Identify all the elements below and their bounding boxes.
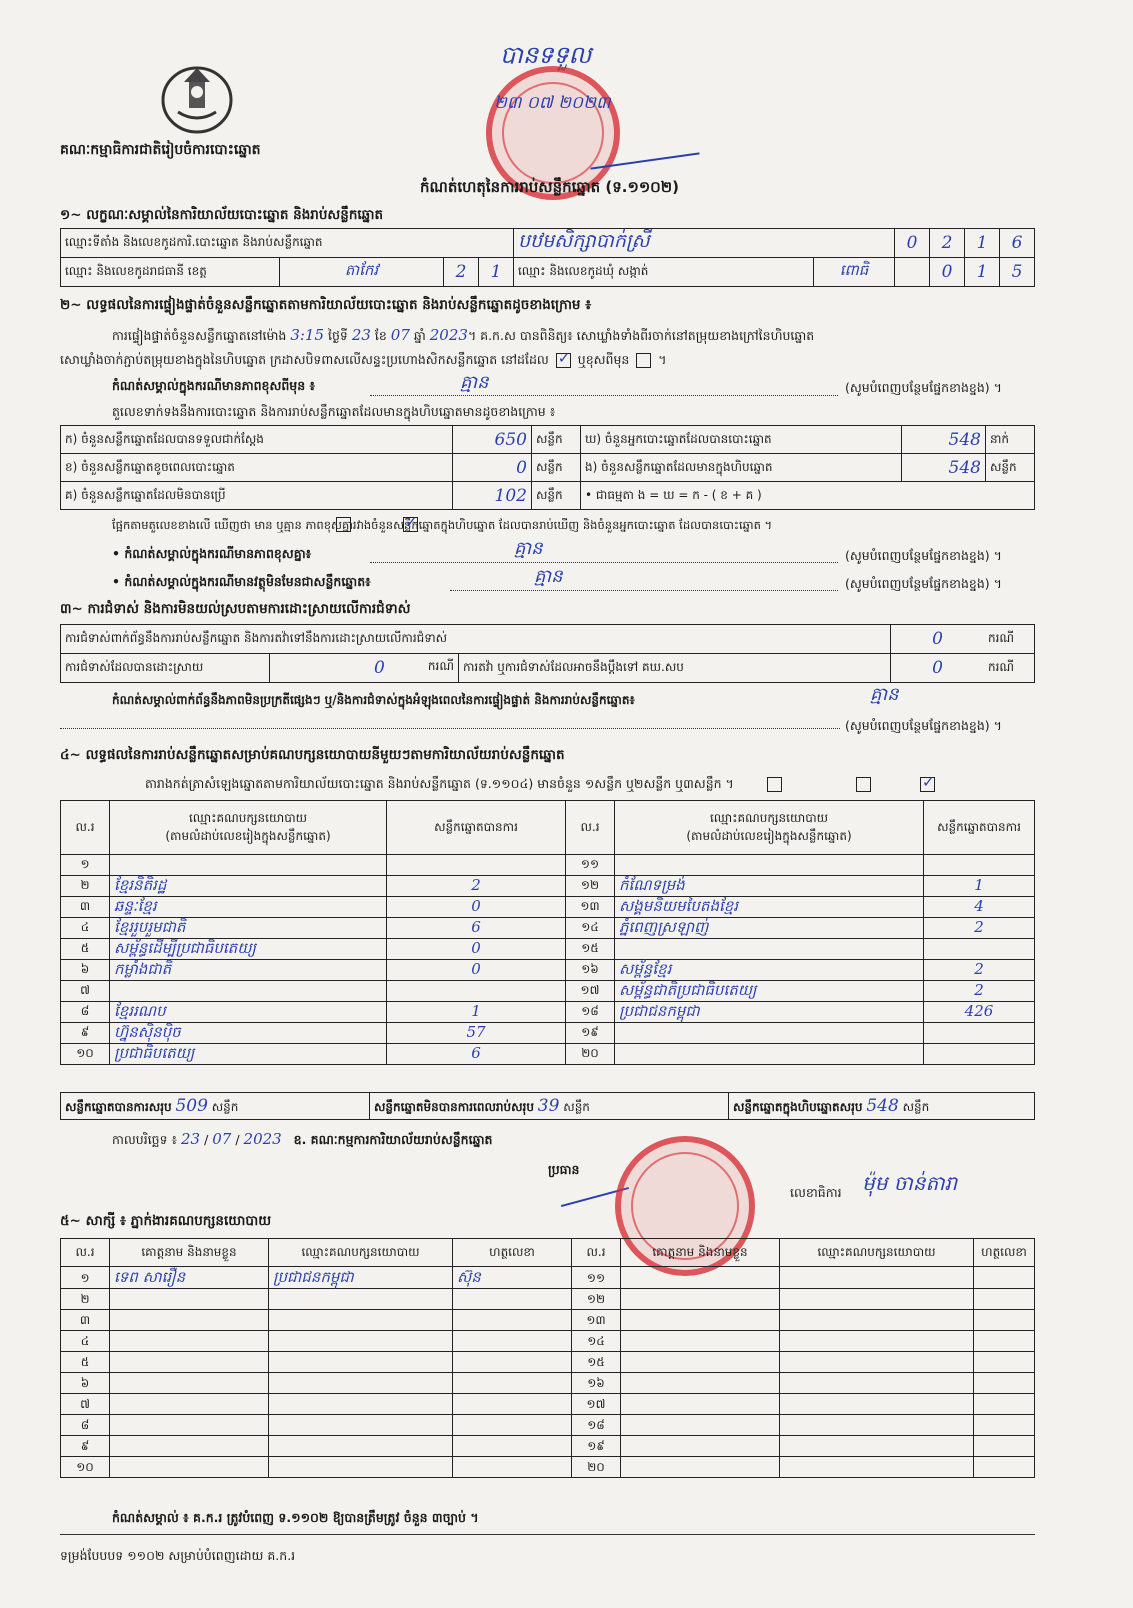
witness-no-cell: ៧: [61, 1394, 110, 1415]
witness-no-cell: ១: [61, 1267, 110, 1289]
footer-divider: [60, 1534, 1035, 1535]
witness-sign-cell: [974, 1436, 1035, 1457]
witness-no-cell: ៨: [61, 1415, 110, 1436]
col-sign: ហត្ថលេខា: [453, 1239, 572, 1267]
vote-no-cell: ១: [61, 855, 110, 876]
count-value: 0: [453, 454, 532, 482]
witness-table: [60, 1238, 1035, 1478]
vote-votes-cell: 426: [924, 1001, 1035, 1022]
fill-more-note: (សូមបំពេញបន្ថែមផ្នែកខាងខ្នង) ។: [845, 718, 1002, 733]
vote-party-cell: សម្ព័ន្ធជាតិប្រជាធិបតេយ្យ: [615, 980, 924, 1001]
vote-votes-cell: 0: [387, 896, 566, 917]
vote-votes-cell: 2: [924, 917, 1035, 938]
verification-time-line: ការផ្ទៀងផ្ទាត់ចំនួនសន្លឹកឆ្នោតនៅម៉ោង 3:15 ថ្ងៃទី 23 ខែ 07 ឆ្នាំ 2023។ គ.ក.ស បានពិនិត្យ៖ សោឃ្លាំងទាំងពីរចាក់នៅតម្រុយខាងក្រៅនៃហិបឆ្នោត: [112, 326, 815, 344]
table-row: [61, 1373, 1035, 1394]
table-row: [61, 1352, 1035, 1373]
witness-sign-cell: [453, 1331, 572, 1352]
vote-votes-cell: 57: [387, 1022, 566, 1043]
witness-party-cell: [780, 1331, 974, 1352]
diff-note-line: [370, 562, 838, 563]
count-label: ឃ) ចំនួនអ្នកបោះឆ្នោតដែលបានបោះឆ្នោត: [581, 426, 902, 454]
vote-no-cell: ១៥: [566, 938, 615, 959]
complaint-unit: ករណី: [984, 625, 1035, 654]
section3-heading: ៣~ ការជំទាស់ និងការមិនយល់ស្របតាមការដោះស្រាយលើការជំទាស់: [60, 601, 411, 617]
vote-party-cell: [615, 1022, 924, 1043]
count-value: 650: [453, 426, 532, 454]
col-no: ល.រ: [61, 1239, 110, 1267]
witness-no-cell: ១៣: [572, 1310, 621, 1331]
witness-no-cell: ៥: [61, 1352, 110, 1373]
top-handwritten-date: ២៣ ០៧ ២០២៣: [494, 93, 611, 113]
count-value: 548: [902, 454, 986, 482]
witness-sign-cell: [453, 1415, 572, 1436]
table-row: [61, 1394, 1035, 1415]
witness-party-cell: [269, 1436, 453, 1457]
witness-party-cell: [780, 1267, 974, 1289]
table-row: [61, 1331, 1035, 1352]
witness-name-cell: [110, 1373, 269, 1394]
col-name: គោត្តនាម និងនាមខ្លួន: [110, 1239, 269, 1267]
witness-sign-cell: [974, 1352, 1035, 1373]
vote-no-cell: ៤: [61, 917, 110, 938]
resolved-value: 0 ករណី: [270, 654, 459, 683]
vote-votes-cell: [924, 938, 1035, 959]
total-invalid: សន្លឹកឆ្នោតមិនបានការពេលរាប់សរុប 39 សន្លឹក: [370, 1093, 729, 1120]
vote-party-cell: ឆន្ទៈខ្មែរ: [110, 896, 387, 917]
count-label: ង) ចំនួនសន្លឹកឆ្នោតដែលមានក្នុងហិបឆ្នោត: [581, 454, 902, 482]
vote-no-cell: ៣: [61, 896, 110, 917]
witness-name-cell: [621, 1331, 780, 1352]
vote-votes-cell: 2: [924, 980, 1035, 1001]
no-difference-checkbox[interactable]: [403, 517, 418, 532]
commune-label: ឈ្មោះ និងលេខកូដឃុំ សង្កាត់: [514, 258, 814, 287]
vote-no-cell: ១៣: [566, 896, 615, 917]
witness-name-cell: [621, 1457, 780, 1478]
commune-code-digit: 0: [930, 258, 965, 287]
organization-name: គណៈកម្មាធិការជាតិរៀបចំការបោះឆ្នោត: [60, 142, 261, 158]
commune-code-digit: 5: [1000, 258, 1035, 287]
col-votes: សន្លឹកឆ្នោតបានការ: [924, 801, 1035, 855]
witness-no-cell: ១៤: [572, 1331, 621, 1352]
table-row: [61, 1310, 1035, 1331]
seal-check-line: សោឃ្លាំងចាក់ភ្ជាប់តម្រុយខាងក្នុងនៃហិបឆ្នោត ក្រដាសបិទពាសលើសន្ទះប្រហោងសិកសន្លឹកឆ្នោត នៅដដែល ✓ ឬខុសពីមុន ។: [60, 352, 667, 371]
vote-party-cell: សង្គមនិយមបៃតងខ្មែរ: [615, 896, 924, 917]
province-code-digit: 2: [444, 258, 479, 287]
vote-no-cell: ១៤: [566, 917, 615, 938]
witness-sign-cell: [974, 1457, 1035, 1478]
witness-name-cell: [621, 1289, 780, 1310]
witness-party-cell: [269, 1331, 453, 1352]
col-party: ឈ្មោះគណបក្សនយោបាយ: [269, 1239, 453, 1267]
section4-heading: ៤~ លទ្ធផលនៃការរាប់សន្លឹកឆ្នោតសម្រាប់គណបក្សនយោបាយនីមួយៗតាមការិយាល័យរាប់សន្លឹកឆ្នោត: [60, 747, 565, 763]
col-party: ឈ្មោះគណបក្សនយោបាយ (តាមលំដាប់លេខរៀងក្នុងសន្លឹកឆ្នោត): [110, 801, 387, 855]
witness-sign-cell: [453, 1310, 572, 1331]
section4-intro: តារាងកត់ត្រាសំឡេងឆ្នោតតាមការិយាល័យបោះឆ្នោត និងរាប់សន្លឹកឆ្នោត (ទ.១១០៤) មានចំនួន ១សន្លឹក ឬ២សន្លឹក ឬ៣សន្លឹក ។: [145, 776, 734, 791]
col-no: ល.រ: [61, 801, 110, 855]
witness-party-cell: [269, 1373, 453, 1394]
national-emblem-logo: [158, 62, 236, 136]
vote-votes-cell: 1: [387, 1001, 566, 1022]
vote-party-cell: ខ្មែររណប: [110, 1001, 387, 1022]
difference-note-label: កំណត់សម្គាល់ក្នុងករណីមានភាពខុសពីមុន ៖: [112, 378, 316, 393]
vote-no-cell: ៨: [61, 1001, 110, 1022]
resolved-label: ការជំទាស់ដែលបានដោះស្រាយ: [61, 654, 270, 683]
col-party: ឈ្មោះគណបក្សនយោបាយ (តាមលំដាប់លេខរៀងក្នុងសន្លឹកឆ្នោត): [615, 801, 924, 855]
vote-no-cell: ៦: [61, 959, 110, 980]
vote-no-cell: ១៨: [566, 1001, 615, 1022]
col-no: ល.រ: [572, 1239, 621, 1267]
count-label: ខ) ចំនួនសន្លឹកឆ្នោតខូចពេលបោះឆ្នោត: [61, 454, 453, 482]
witness-name-cell: [110, 1457, 269, 1478]
vote-party-cell: ភ្នំពេញស្រឡាញ់: [615, 917, 924, 938]
vote-no-cell: ៥: [61, 938, 110, 959]
witness-no-cell: ១៧: [572, 1394, 621, 1415]
vote-votes-cell: 1: [924, 875, 1035, 896]
table-row: [61, 1267, 1035, 1289]
witness-no-cell: ១៩: [572, 1436, 621, 1457]
location-value: បឋមសិក្សាបាក់ស្រី: [514, 229, 895, 258]
witness-sign-cell: [453, 1394, 572, 1415]
fill-more-note: (សូមបំពេញបន្ថែមផ្នែកខាងខ្នង) ។: [845, 380, 1002, 395]
irregularity-note-label: កំណត់សម្គាល់ពាក់ព័ន្ធនឹងភាពមិនប្រក្រតីផ្សេងៗ ឬ/និងការជំទាស់ក្នុងអំឡុងពេលនៃការផ្ទៀងផ្ទាត់ និងការរាប់សន្លឹកឆ្នោត៖: [112, 693, 635, 707]
table-row: [61, 1289, 1035, 1310]
table-row: [61, 1043, 1035, 1064]
form-note: ទម្រង់បែបបទ ១១០២ សម្រាប់បំពេញដោយ គ.ក.រ: [60, 1548, 296, 1563]
vote-votes-cell: 0: [387, 938, 566, 959]
witness-no-cell: ៣: [61, 1310, 110, 1331]
witness-no-cell: ៩: [61, 1436, 110, 1457]
witness-no-cell: ៦: [61, 1373, 110, 1394]
irregularity-note-line: [60, 728, 840, 729]
received-handwritten: បានទទួល: [500, 41, 592, 69]
fill-more-note: (សូមបំពេញបន្ថែមផ្នែកខាងខ្នង) ។: [845, 548, 1002, 563]
location-code-digit: 6: [1000, 229, 1035, 258]
witness-party-cell: ប្រជាជនកម្ពុជា: [269, 1267, 453, 1289]
vote-no-cell: ១៩: [566, 1022, 615, 1043]
two-sheet-checkbox[interactable]: [856, 777, 871, 792]
witness-party-cell: [269, 1415, 453, 1436]
commune-value: ពោធិ: [814, 258, 895, 287]
witness-party-cell: [780, 1436, 974, 1457]
count-unit: សន្លឹក: [532, 482, 581, 510]
count-unit: នាក់: [986, 426, 1035, 454]
count-unit: សន្លឹក: [532, 454, 581, 482]
vote-votes-cell: 0: [387, 959, 566, 980]
witness-party-cell: [780, 1457, 974, 1478]
chair-label: ប្រធាន: [548, 1162, 580, 1177]
votes-table: [60, 800, 1035, 1065]
location-code-digit: 2: [930, 229, 965, 258]
col-party: ឈ្មោះគណបក្សនយោបាយ: [780, 1239, 974, 1267]
vote-party-cell: កំណែទម្រង់: [615, 875, 924, 896]
difference-note-value: គ្មាន: [460, 372, 489, 393]
table-row: [61, 875, 1035, 896]
witness-sign-cell: ស៊ុន: [453, 1267, 572, 1289]
witness-sign-cell: [453, 1289, 572, 1310]
witness-name-cell: [621, 1310, 780, 1331]
table-row: [61, 980, 1035, 1001]
footer-note: កំណត់សម្គាល់ ៖ គ.ក.រ ត្រូវបំពេញ ទ.១១០២ ឱ្យបានត្រឹមត្រូវ ចំនួន ៣ច្បាប់ ។: [112, 1510, 479, 1525]
unchanged-checkbox[interactable]: [556, 353, 571, 368]
vote-no-cell: ១៧: [566, 980, 615, 1001]
witness-no-cell: ២០: [572, 1457, 621, 1478]
appeal-unit: ករណី: [984, 654, 1035, 683]
witness-sign-cell: [974, 1415, 1035, 1436]
vote-party-cell: ប្រជាធិបតេយ្យ: [110, 1043, 387, 1064]
diff-note-value: គ្មាន: [514, 538, 543, 559]
secretary-name: ម៉ុម ចាន់តារា: [862, 1171, 958, 1195]
count-label: គ) ចំនួនសន្លឹកឆ្នោតដែលមិនបានប្រើ: [61, 482, 453, 510]
table-row: [61, 938, 1035, 959]
complaint-value: 0: [891, 625, 985, 654]
table-row: [61, 1415, 1035, 1436]
three-sheet-checkbox[interactable]: [920, 777, 935, 792]
province-value: តាកែវ: [280, 258, 444, 287]
witness-name-cell: [110, 1289, 269, 1310]
table-row: [61, 896, 1035, 917]
vote-no-cell: ២០: [566, 1043, 615, 1064]
witness-sign-cell: [974, 1373, 1035, 1394]
object-note-value: គ្មាន: [534, 566, 563, 587]
table-row: [61, 1457, 1035, 1478]
form-title: កំណត់ហេតុនៃការរាប់សន្លឹកឆ្នោត (ទ.១១០២): [420, 178, 680, 196]
witness-sign-cell: [974, 1267, 1035, 1289]
total-box: សន្លឹកឆ្នោតក្នុងហិបឆ្នោតសរុប 548 សន្លឹក: [729, 1093, 1035, 1120]
witness-name-cell: [621, 1415, 780, 1436]
appeal-label: ការតវ៉ា ឬការជំទាស់ដែលអាចនឹងប្តឹងទៅ គឃ.សប: [459, 654, 891, 683]
totals-table: [60, 1092, 1035, 1120]
witness-party-cell: [269, 1352, 453, 1373]
vote-votes-cell: 6: [387, 1043, 566, 1064]
vote-votes-cell: 6: [387, 917, 566, 938]
difference-note-line: [370, 395, 838, 396]
witness-name-cell: [110, 1331, 269, 1352]
vote-no-cell: ១៦: [566, 959, 615, 980]
vote-party-cell: សម្ព័ន្ធដើម្បីប្រជាធិបតេយ្យ: [110, 938, 387, 959]
witness-name-cell: [621, 1436, 780, 1457]
witness-name-cell: [110, 1436, 269, 1457]
vote-party-cell: ហ្វ៊ុនស៊ិនប៉ិច: [110, 1022, 387, 1043]
count-value: 548: [902, 426, 986, 454]
witness-name-cell: [110, 1394, 269, 1415]
vote-no-cell: ១២: [566, 875, 615, 896]
witness-sign-cell: [974, 1331, 1035, 1352]
vote-no-cell: ៧: [61, 980, 110, 1001]
ballot-counts-table: [60, 425, 1035, 510]
location-label: ឈ្មោះទីតាំង និងលេខកូដការិ.បោះឆ្នោត និងរាប់សន្លឹកឆ្នោត: [61, 229, 514, 258]
witness-party-cell: [269, 1310, 453, 1331]
witness-party-cell: [780, 1373, 974, 1394]
vote-votes-cell: [924, 855, 1035, 876]
witness-name-cell: ទេព សារឿន: [110, 1267, 269, 1289]
count-unit: សន្លឹក: [986, 454, 1035, 482]
witness-name-cell: [621, 1373, 780, 1394]
witness-name-cell: [621, 1352, 780, 1373]
table-row: [61, 1001, 1035, 1022]
witness-sign-cell: [974, 1310, 1035, 1331]
vote-no-cell: ១០: [61, 1043, 110, 1064]
fill-more-note: (សូមបំពេញបន្ថែមផ្នែកខាងខ្នង) ។: [845, 576, 1002, 591]
complaints-table: [60, 624, 1035, 683]
vote-votes-cell: 4: [924, 896, 1035, 917]
witness-no-cell: ១១: [572, 1267, 621, 1289]
vote-party-cell: ខ្មែររួបរួមជាតិ: [110, 917, 387, 938]
vote-party-cell: ខ្មែរនិតិរដ្ឋ: [110, 875, 387, 896]
witness-no-cell: ១០: [61, 1457, 110, 1478]
total-valid: សន្លឹកឆ្នោតបានការសរុប 509 សន្លឹក: [61, 1093, 370, 1120]
col-votes: សន្លឹកឆ្នោតបានការ: [387, 801, 566, 855]
vote-party-cell: ប្រជាជនកម្ពុជា: [615, 1001, 924, 1022]
object-note-line: [450, 590, 838, 591]
formula: • ជាធម្មតា ង = ឃ = ក - ( ខ + គ ): [581, 482, 1035, 510]
table-row: [61, 1022, 1035, 1043]
location-code-digit: 1: [965, 229, 1000, 258]
witness-no-cell: ១៦: [572, 1373, 621, 1394]
witness-no-cell: ២: [61, 1289, 110, 1310]
irregularity-note-value: គ្មាន: [870, 684, 899, 705]
vote-votes-cell: 2: [924, 959, 1035, 980]
col-sign: ហត្ថលេខា: [974, 1239, 1035, 1267]
section1-heading: ១~ លក្ខណៈសម្គាល់នៃការិយាល័យបោះឆ្នោត និងរាប់សន្លឹកឆ្នោត: [60, 207, 384, 223]
section1-table: [60, 228, 1035, 287]
changed-checkbox[interactable]: [636, 353, 651, 368]
vote-party-cell: [110, 855, 387, 876]
witness-party-cell: [780, 1289, 974, 1310]
witness-name-cell: [110, 1415, 269, 1436]
counts-intro: តួលេខទាក់ទងនឹងការបោះឆ្នោត និងការរាប់សន្លឹកឆ្នោតដែលមានក្នុងហិបឆ្នោតមានដូចខាងក្រោម ៖: [112, 404, 556, 419]
count-unit: សន្លឹក: [532, 426, 581, 454]
vote-party-cell: សម្ព័ន្ធខ្មែរ: [615, 959, 924, 980]
witness-sign-cell: [974, 1289, 1035, 1310]
vote-party-cell: [110, 980, 387, 1001]
province-code-digit: 1: [479, 258, 514, 287]
vote-votes-cell: 2: [387, 875, 566, 896]
witness-party-cell: [780, 1394, 974, 1415]
count-label: ក) ចំនួនសន្លឹកឆ្នោតដែលបានទទួលជាក់ស្តែង: [61, 426, 453, 454]
witness-party-cell: [780, 1352, 974, 1373]
location-code-digit: 0: [895, 229, 930, 258]
section2-heading: ២~ លទ្ធផលនៃការផ្ទៀងផ្ទាត់ចំនួនសន្លឹកឆ្នោតតាមការិយាល័យបោះឆ្នោត និងរាប់សន្លឹកឆ្នោតដូចខាងក្រោម ៖: [60, 297, 592, 313]
vote-votes-cell: [924, 1022, 1035, 1043]
section5-heading: ៥~ សាក្សី ៖ ភ្នាក់ងារគណបក្សនយោបាយ: [60, 1213, 272, 1229]
witness-no-cell: ៤: [61, 1331, 110, 1352]
table-row: [61, 917, 1035, 938]
witness-sign-cell: [453, 1373, 572, 1394]
table-row: [61, 959, 1035, 980]
vote-no-cell: ១១: [566, 855, 615, 876]
vote-no-cell: ២: [61, 875, 110, 896]
col-no: ល.រ: [566, 801, 615, 855]
vote-party-cell: កម្លាំងជាតិ: [110, 959, 387, 980]
witness-sign-cell: [974, 1394, 1035, 1415]
witness-sign-cell: [453, 1436, 572, 1457]
table-row: [61, 855, 1035, 876]
vote-party-cell: [615, 938, 924, 959]
witness-party-cell: [269, 1457, 453, 1478]
one-sheet-checkbox[interactable]: [767, 777, 782, 792]
witness-name-cell: [621, 1394, 780, 1415]
compare-line: ផ្អែកតាមតួលេខខាងលើ ឃើញថា មាន ឬគ្មាន ភាពខុសគ្នារវាងចំនួនសន្លឹកឆ្នោតក្នុងហិបឆ្នោត ដែលបានរាប់ឃើញ និងចំនួនអ្នកបោះឆ្នោត ដែលបានបោះឆ្នោត ។: [112, 518, 773, 532]
witness-party-cell: [269, 1289, 453, 1310]
diff-note-label: • កំណត់សម្គាល់ក្នុងករណីមានភាពខុសគ្នា៖: [112, 546, 312, 561]
witness-sign-cell: [453, 1457, 572, 1478]
witness-name-cell: [621, 1267, 780, 1289]
secretary-label: លេខាធិការ: [790, 1185, 842, 1200]
vote-votes-cell: [924, 1043, 1035, 1064]
count-value: 102: [453, 482, 532, 510]
table-row: [61, 1436, 1035, 1457]
vote-no-cell: ៩: [61, 1022, 110, 1043]
vote-party-cell: [615, 1043, 924, 1064]
commune-code-blank: [895, 258, 930, 287]
has-difference-checkbox[interactable]: [336, 517, 351, 532]
complaint-label: ការជំទាស់ពាក់ព័ន្ធនឹងការរាប់សន្លឹកឆ្នោត និងការតវ៉ាទៅនឹងការដោះស្រាយលើការជំទាស់: [61, 625, 891, 654]
witness-party-cell: [780, 1415, 974, 1436]
witness-name-cell: [110, 1352, 269, 1373]
witness-party-cell: [780, 1310, 974, 1331]
province-label: ឈ្មោះ និងលេខកូដរាជធានី ខេត្ត: [61, 258, 280, 287]
witness-no-cell: ១៥: [572, 1352, 621, 1373]
witness-name-cell: [110, 1310, 269, 1331]
vote-party-cell: [615, 855, 924, 876]
witness-sign-cell: [453, 1352, 572, 1373]
vote-votes-cell: [387, 855, 566, 876]
object-note-label: • កំណត់សម្គាល់ក្នុងករណីមានវត្ថុមិនមែនជាសន្លឹកឆ្នោត៖: [112, 574, 371, 589]
witness-party-cell: [269, 1394, 453, 1415]
vote-votes-cell: [387, 980, 566, 1001]
witness-no-cell: ១២: [572, 1289, 621, 1310]
date-line: កាលបរិច្ឆេទ ៖ 23 / 07 / 2023 ឧ. គណៈកម្មការការិយាល័យរាប់សន្លឹកឆ្នោត: [112, 1130, 493, 1148]
commune-code-digit: 1: [965, 258, 1000, 287]
col-name: គោត្តនាម និងនាមខ្លួន: [621, 1239, 780, 1267]
witness-no-cell: ១៨: [572, 1415, 621, 1436]
appeal-value: 0: [891, 654, 985, 683]
